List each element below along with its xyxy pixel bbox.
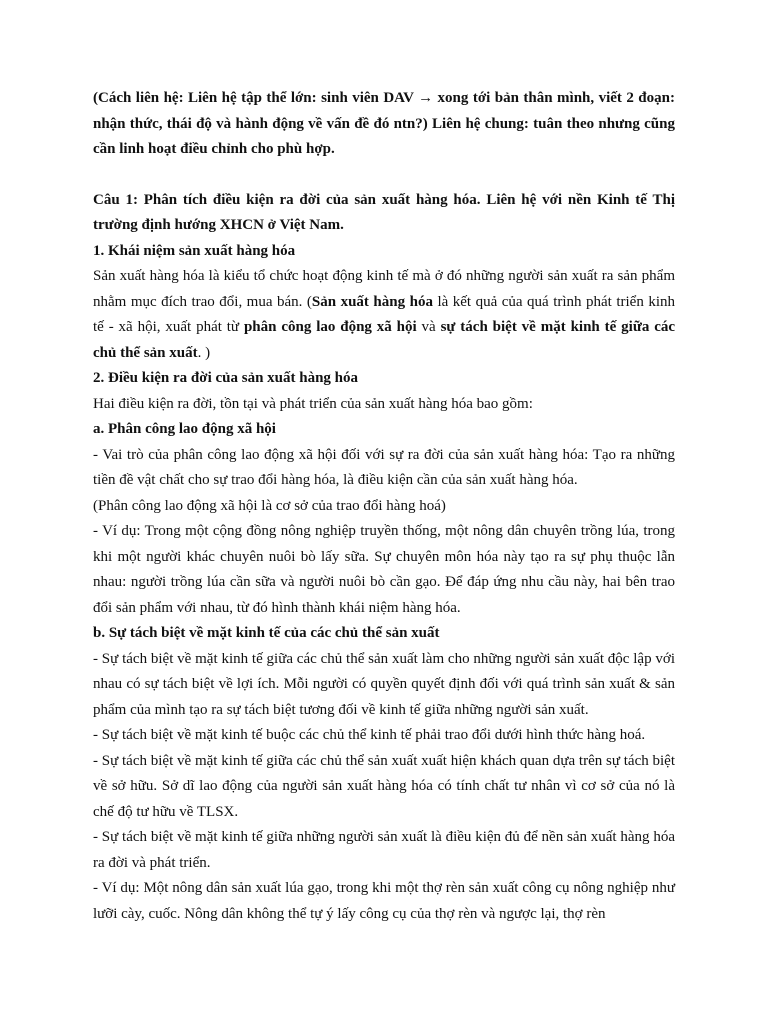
paragraph-b-4: - Sự tách biệt về mặt kinh tế giữa những người sản xuất là điều kiện đủ để nền sản xuất hàng hóa ra đời và phát triển. bbox=[93, 829, 675, 871]
intro-note: (Cách liên hệ: Liên hệ tập thể lớn: sinh viên DAV → xong tới bản thân mình, viết 2 đoạn: nhận thức, thái độ và hành động về vấn đề đó ntn?) Liên hệ chung: tuân theo nhưng cũng cần linh hoạt điều chỉnh cho phù hợp. bbox=[93, 90, 675, 157]
definition-bold-term: phân công lao động xã hội bbox=[243, 319, 417, 335]
paragraph-b-2: - Sự tách biệt về mặt kinh tế buộc các chủ thể kinh tế phải trao đổi dưới hình thức hàng hoá. bbox=[93, 727, 646, 743]
section-2-intro: Hai điều kiện ra đời, tồn tại và phát triển của sản xuất hàng hóa bao gồm: bbox=[93, 395, 533, 412]
definition-text: và bbox=[416, 319, 441, 335]
definition-bold-term: sự tách biệt về mặt kinh tế giữa các chủ thể sản xuất bbox=[93, 319, 676, 361]
definition-text: . ) bbox=[197, 344, 211, 361]
paragraph-b-1: - Sự tách biệt về mặt kinh tế giữa các chủ thể sản xuất làm cho những người sản xuất độc lập với nhau có sự tách biệt về lợi ích. Mỗi người có quyền quyết định đối với quá trình sản xuất & sản phẩm của mình tạo ra sự tách biệt tương đối về kinh tế giữa những người sản xuất. bbox=[93, 650, 675, 718]
section-heading-2: 2. Điều kiện ra đời của sản xuất hàng hóa bbox=[93, 370, 359, 386]
definition-text: là kết quả của quá trình phát triển kinh tế - xã hội, xuất phát từ bbox=[93, 293, 675, 335]
paragraph-a-1-note: (Phân công lao động xã hội là cơ sở của trao đổi hàng hoá) bbox=[93, 497, 446, 514]
spacer bbox=[93, 163, 675, 188]
paragraph-b-5: - Ví dụ: Một nông dân sản xuất lúa gạo, trong khi một thợ rèn sản xuất công cụ nông nghiệp như lưỡi cày, cuốc. Nông dân không thể tự ý lấy công cụ của thợ rèn và ngược lại, thợ rèn bbox=[93, 880, 675, 922]
subsection-heading-b: b. Sự tách biệt về mặt kinh tế của các chủ thể sản xuất bbox=[93, 625, 440, 641]
section-heading-1: 1. Khái niệm sản xuất hàng hóa bbox=[93, 242, 296, 259]
paragraph-b-3: - Sự tách biệt về mặt kinh tế giữa các chủ thể sản xuất xuất hiện khách quan dựa trên sự tách biệt về sở hữu. Sở dĩ lao động của người sản xuất hàng hóa có tính chất tư nhân vì cơ sở của nó là chế độ tư hữu về TLSX. bbox=[93, 752, 675, 820]
definition-bold-term: Sản xuất hàng hóa bbox=[311, 293, 433, 310]
question-title: Câu 1: Phân tích điều kiện ra đời của sản xuất hàng hóa. Liên hệ với nền Kinh tế Thị trường định hướng XHCN ở Việt Nam. bbox=[93, 191, 675, 233]
subsection-heading-a: a. Phân công lao động xã hội bbox=[93, 421, 276, 437]
definition-paragraph bbox=[93, 264, 675, 366]
definition-text: Sản xuất hàng hóa là kiểu tổ chức hoạt động kinh tế mà ở đó những người sản xuất ra sản phẩm nhằm mục đích trao đổi, mua bán. ( bbox=[93, 268, 675, 310]
paragraph-a-2: - Ví dụ: Trong một cộng đồng nông nghiệp truyền thống, một nông dân chuyên trồng lúa, trong khi một người khác chuyên nuôi bò lấy sữa. Sự chuyên môn hóa này tạo ra sự phụ thuộc lẫn nhau: người trồng lúa cần sữa và người nuôi bò cần gạo. Để đáp ứng nhu cầu này, hai bên trao đổi sản phẩm với nhau, từ đó hình thành khái niệm hàng hóa. bbox=[93, 523, 675, 616]
paragraph-a-1: - Vai trò của phân công lao động xã hội đối với sự ra đời của sản xuất hàng hóa: Tạo ra những tiền đề vật chất cho sự trao đổi hàng hóa, là điều kiện cần của sản xuất hàng hóa. bbox=[93, 446, 675, 488]
